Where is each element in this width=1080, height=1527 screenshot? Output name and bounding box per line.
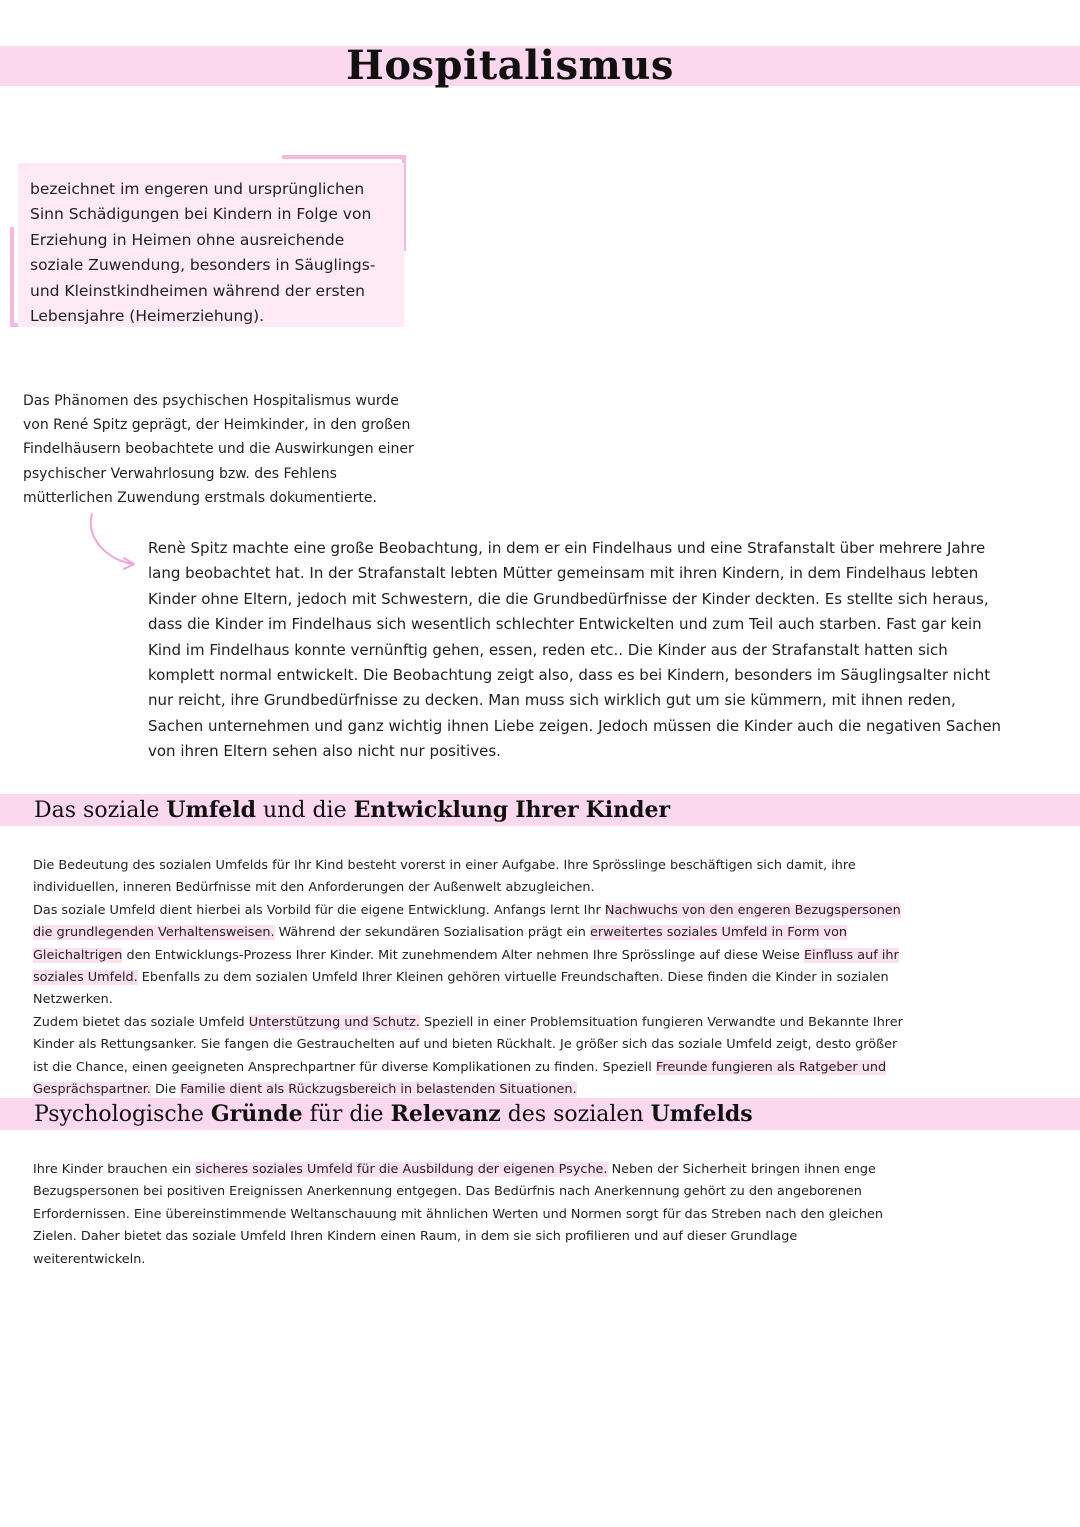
heading-word: des sozialen [500, 1102, 651, 1127]
highlighted-text: Einfluss auf ihr soziales Umfeld. [33, 947, 899, 986]
highlighted-text: Unterstützung und Schutz. [248, 1014, 420, 1030]
text-run: den Entwicklungs-Prozess Ihrer Kinder. Mit zunehmendem Alter nehmen Ihre Sprösslinge auf diese Weise [122, 947, 804, 963]
text-run: Die [150, 1082, 181, 1098]
text-run: Ihre Kinder brauchen ein [33, 1162, 196, 1177]
highlighted-text: sicheres soziales Umfeld für die Ausbildung der eigenen Psyche. [195, 1162, 608, 1177]
heading-word: Umfeld [166, 797, 257, 823]
definition-text: bezeichnet im engeren und ursprünglichen Sinn Schädigungen bei Kindern in Folge von Erziehung in Heimen ohne ausreichende soziale Zuwendung, besonders in Säuglings- und Kleinstkindheimen während der ersten Lebensjahre (Heimerziehung). [18, 163, 404, 327]
text-run: Während der sekundären Sozialisation prägt ein [274, 925, 590, 941]
heading-word: Umfelds [650, 1101, 753, 1127]
section1-paragraph: Die Bedeutung des sozialen Umfelds für Ihr Kind besteht vorerst in einer Aufgabe. Ihre Sprösslinge beschäftigen sich damit, ihre individuellen, inneren Bedürfnisse mit den Anforderungen der Außenwelt abzugleichen. [33, 858, 856, 896]
highlighted-text: Freunde fungieren als Ratgeber und Gesprächspartner. [33, 1059, 887, 1098]
highlighted-text: Nachwuchs von den engeren Bezugspersonen die grundlegenden Verhaltensweisen. [33, 902, 901, 941]
section1-text [33, 855, 913, 1101]
heading-word: Das soziale [34, 798, 167, 823]
section1-paragraph [33, 900, 913, 1012]
highlighted-text: erweitertes soziales Umfeld in Form von Gleichaltrigen [33, 925, 848, 963]
text-run: Neben der Sicherheit bringen ihnen enge Bezugspersonen bei positiven Ereignissen Anerkennung entgegen. Das Bedürfnis nach Anerkennung gehört zu den angeborenen Erfordernissen. Eine übereinstimmende Weltanschauung mit ähnlichen Werten und Normen sorgt für das Streben nach den gleichen Zielen. Daher bietet das soziale Umfeld Ihren Kindern einen Raum, in dem sie sich profilieren und auf dieser Grundlage weiterentwickeln. [33, 1162, 883, 1267]
section2-paragraph [33, 1159, 913, 1271]
section1-paragraph [33, 1012, 913, 1102]
text-run: Das soziale Umfeld dient hierbei als Vorbild für die eigene Entwicklung. Anfangs lernt Ihr [33, 902, 605, 918]
section2-text [33, 1159, 913, 1271]
curved-arrow-icon [84, 512, 144, 574]
highlighted-text: Familie dient als Rückzugsbereich in belastenden Situationen. [180, 1082, 577, 1098]
heading-word: Kinder [585, 797, 671, 823]
text-run: Ebenfalls zu dem sozialen Umfeld Ihrer Kleinen gehören virtuelle Freundschaften. Diese finden die Kinder in sozialen Netzwerken. [33, 970, 889, 1008]
heading-space [579, 798, 586, 823]
definition-card [10, 155, 405, 330]
heading-word: Ihrer [515, 797, 579, 823]
heading-word: für die [302, 1102, 391, 1127]
heading-word: Psychologische [34, 1102, 211, 1127]
text-run: Zudem bietet das soziale Umfeld [33, 1014, 249, 1030]
section-heading-social-environment [34, 794, 670, 827]
heading-word: Gründe [210, 1101, 303, 1127]
heading-word: und die [256, 798, 354, 823]
observation-paragraph: Renè Spitz machte eine große Beobachtung, in dem er ein Findelhaus und eine Strafanstalt über mehrere Jahre lang beobachtet hat. In der Strafanstalt lebten Mütter gemeinsam mit ihren Kindern, in dem Findelhaus lebten Kinder ohne Eltern, jedoch mit Schwestern, die die Grundbedürfnisse der Kinder deckten. Es stellte sich heraus, dass die Kinder im Findelhaus sich wesentlich schlechter Entwickelten und zum Teil auch starben. Fast gar kein Kind im Findelhaus konnte vernünftig gehen, essen, reden etc.. Die Kinder aus der Strafanstalt hatten sich komplett normal entwickelt. Die Beobachtung zeigt also, dass es bei Kindern, besonders im Säuglingsalter nicht nur reicht, ihre Grundbedürfnisse zu decken. Man muss sich wirklich gut um sie kümmern, mit ihnen reden, Sachen unternehmen und ganz wichtig ihnen Liebe zeigen. Jedoch müssen die Kinder auch die negativen Sachen von ihren Eltern sehen also nicht nur positives. [148, 539, 1002, 761]
heading-word: Entwicklung [353, 797, 509, 823]
section-heading-psychological-reasons [34, 1098, 753, 1131]
heading-word: Relevanz [390, 1101, 501, 1127]
intro-paragraph: Das Phänomen des psychischen Hospitalismus wurde von René Spitz geprägt, der Heimkinder, in den großen Findelhäusern beobachtete und die Auswirkungen einer psychischer Verwahrlosung bzw. des Fehlens mütterlichen Zuwendung erstmals dokumentierte. [23, 393, 414, 506]
page-title: Hospitalismus [346, 42, 674, 89]
text-run: Speziell in einer Problemsituation fungieren Verwandte und Bekannte Ihrer Kinder als Rettungsanker. Sie fangen die Gestrauchelten auf und bieten Rückhalt. Je größer sich das soziale Umfeld zeigt, desto größer ist die Chance, einen geeigneten Ansprechpartner für diverse Komplikationen zu finden. Speziell [33, 1014, 903, 1075]
